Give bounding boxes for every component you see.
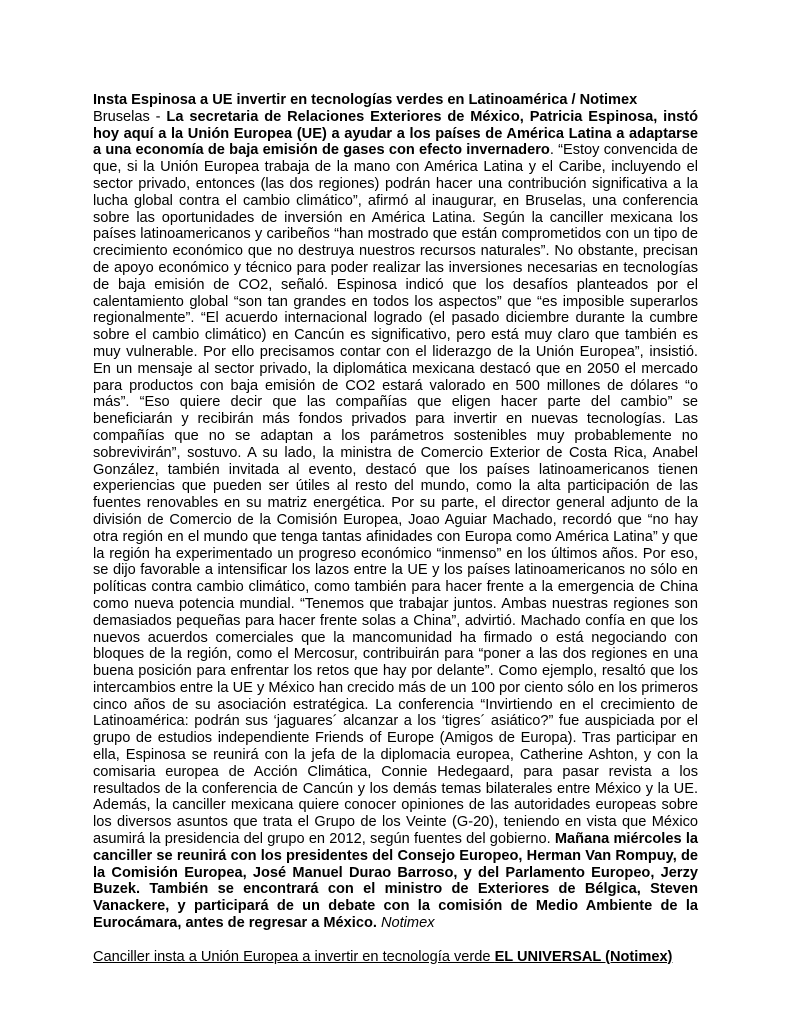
- related-article-link[interactable]: [93, 949, 698, 966]
- body-text: . “Estoy convencida de que, si la Unión Europea trabaja de la mano con América Latina y el Caribe, incluyendo el sector privado, entonces (las dos regiones) podrán hacer una contribución significativa a la lucha global contra el cambio climático”, afirmó al inaugurar, en Bruselas, una conferencia sobre las oportunidades de inversión en América Latina. Según la canciller mexicana los países latinoamericanos y caribeños “han mostrado que están comprometidos con un tipo de crecimiento económico que no destruya nuestros recursos naturales”. No obstante, precisan de apoyo económico y técnico para poder realizar las inversiones necesarias en tecnologías de baja emisión de CO2, señaló. Espinosa indicó que los desafíos planteados por el calentamiento global “son tan grandes en todos los aspectos” que “es imposible superarlos regionalmente”. “El acuerdo internacional logrado (el pasado diciembre durante la cumbre sobre el cambio climático) en Cancún es significativo, pero está muy claro que también es muy vulnerable. Por ello precisamos contar con el liderazgo de la Unión Europea”, insistió. En un mensaje al sector privado, la diplomática mexicana destacó que en 2050 el mercado para productos con baja emisión de CO2 estará valorado en 500 millones de dólares “o más”. “Eso quiere decir que las compañías que eligen hacer parte del cambio” se beneficiarán y recibirán más fondos privados para invertir en nuevas tecnologías. Las compañías que no se adaptan a los parámetros sostenibles muy probablemente no sobrevivirán”, sostuvo. A su lado, la ministra de Comercio Exterior de Costa Rica, Anabel González, también invitada al evento, destacó que los países latinoamericanos tienen experiencias que pueden ser útiles al resto del mundo, como la alta participación de las fuentes renovables en su matriz energética. Por su parte, el director general adjunto de la división de Comercio de la Comisión Europea, Joao Aguiar Machado, recordó que “no hay otra región en el mundo que tenga tantas afinidades con Europa como América Latina” y que la región ha experimentado un progreso económico “inmenso” en los últimos años. Por eso, se dijo favorable a intensificar los lazos entre la UE y los países latinoamericanos no sólo en políticas contra cambio climático, como también para hacer frente a la emergencia de China como nueva potencia mundial. “Tenemos que trabajar juntos. Ambas nuestras regiones son demasiados pequeñas para hacer frente solas a China”, advirtió. Machado confía en que los nuevos acuerdos comerciales que la mancomunidad ha firmado o está negociando con bloques de la región, como el Mercosur, contribuirán para “poner a las dos regiones en una buena posición para enfrentar los retos que hay por delante”. Como ejemplo, resaltó que los intercambios entre la UE y México han crecido más de un 100 por ciento sólo en los primeros cinco años de su asociación estratégica. La conferencia “Invirtiendo en el crecimiento de Latinoamérica: podrán sus ‘jaguares´ alcanzar a los ‘tigres´ asiático?” fue auspiciada por el grupo de estudios independiente Friends of Europe (Amigos de Europa). Tras participar en ella, Espinosa se reunirá con la jefa de la diplomacia europea, Catherine Ashton, y con la comisaria europea de Acción Climática, Connie Hedegaard, para pasar revista a los resultados de la conferencia de Cancún y los demás temas bilaterales entre México y la UE. Además, la canciller mexicana quiere conocer opiniones de las autoridades europeas sobre los diversos asuntos que trata el Grupo de los Veinte (G-20), teniendo en vista que México asumirá la presidencia del grupo en 2012, según fuentes del gobierno.: [93, 142, 698, 848]
- related-link-source[interactable]: EL UNIVERSAL (Notimex): [494, 948, 673, 965]
- closing-paragraph: Mañana miércoles la canciller se reunirá con los presidentes del Consejo Europeo, Herman Van Rompuy, de la Comisión Europea, José Manuel Durao Barroso, y del Parlamento Europeo, Jerzy Buzek. También se encontrará con el ministro de Exteriores de Bélgica, Steven Vanackere, y participará de un debate con la comisión de Medio Ambiente de la Eurocámara, antes de regresar a México.: [93, 831, 698, 932]
- dateline: Bruselas -: [93, 108, 167, 125]
- article-title: Insta Espinosa a UE invertir en tecnologías verdes en Latinoamérica / Notimex: [93, 92, 638, 108]
- lead-paragraph: La secretaria de Relaciones Exteriores de México, Patricia Espinosa, instó hoy aquí a la Unión Europea (UE) a ayudar a los países de América Latina a adaptarse a una economía de baja emisión de gases con efecto invernadero: [93, 108, 698, 159]
- related-link-text[interactable]: Canciller insta a Unión Europea a invertir en tecnología verde: [93, 948, 495, 965]
- article-body: [93, 109, 698, 932]
- document-page: [93, 92, 698, 980]
- source-credit: Notimex: [376, 915, 435, 932]
